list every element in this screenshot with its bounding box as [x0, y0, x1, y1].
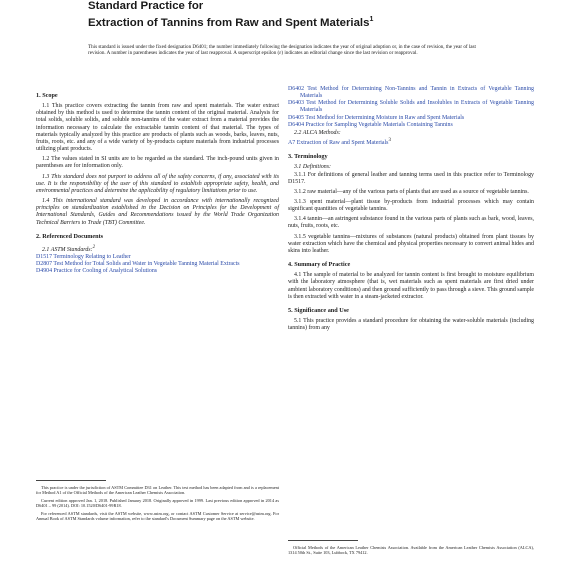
reference-code: D4904 [36, 268, 53, 275]
reference-link[interactable] [288, 100, 534, 114]
summary-heading: 4. Summary of Practice [288, 261, 351, 269]
reference-code: D6404 [288, 121, 305, 128]
reference-title: Extraction of Raw and Spent Materials [296, 140, 389, 147]
document-title: Extraction of Tannins from Raw and Spent Materials [88, 16, 370, 29]
reference-title: Practice for Sampling Vegetable Materials Containing Tannins [305, 121, 453, 128]
reference-title: Terminology Relating to Leather [53, 253, 131, 260]
alca-footnote-ref: 3 [388, 138, 391, 144]
reference-title: Test Method for Determining Moisture in Raw and Spent Materials [305, 114, 465, 121]
footnote-1b: Current edition approved Jan. 1, 2018. Published January 2018. Originally approved in 1999. Last previous edition approved in 2014 as D6401 – 99 (2014). DOI: 10.1520/D6401-99R18. [36, 497, 279, 509]
astm-standards-label: 2.1 ASTM Standards: [42, 246, 93, 253]
reference-title: Test Method for Total Solids and Water in Vegetable Tanning Material Extracts [53, 261, 240, 268]
definition-3-1-3: 3.1.3 spent material—plant tissue by-products from industrial processes which may contain significant quantities of vegetable tannins. [288, 199, 534, 213]
reference-link[interactable] [288, 115, 534, 122]
scope-heading: 1. Scope [36, 92, 58, 99]
left-column [36, 86, 279, 275]
reference-title: Test Method for Determining Non-Tannins and Tannin in Extracts of Vegetable Tanning Materials [300, 86, 534, 100]
footnote-divider [36, 480, 106, 481]
right-column [288, 52, 534, 335]
footnote-divider [288, 540, 358, 541]
reference-code: D1517 [36, 253, 53, 260]
significance-heading: 5. Significance and Use [288, 306, 349, 314]
definitions-subheading: 3.1 Definitions: [294, 164, 331, 171]
reference-code: D6403 [288, 100, 305, 107]
footnote-1: This practice is under the jurisdiction of ASTM Committee D31 on Leather. This test method has been adapted from and is a replacement for Method A1 of the Official Methods of the American Leather Chemists Association. [36, 485, 279, 496]
terminology-heading: 3. Terminology [288, 153, 328, 161]
alca-methods-subheading: 2.2 ALCA Methods: [294, 129, 341, 136]
right-footnotes [288, 545, 534, 558]
definition-3-1-1: 3.1.1 For definitions of general leather and tanning terms used in this practice refer to Terminology D1517. [288, 171, 534, 185]
reference-link[interactable] [36, 268, 279, 275]
reference-code: D6405 [288, 114, 305, 121]
reference-code: D2807 [36, 261, 53, 268]
designation-notice: This standard is issued under the fixed designation D6401; the number immediately following the designation indicates the year of original adoption or, in the case of revision, the year of last revision. A number in parentheses indicates the year of last reapproval. A superscript epsilon (ε) indicates an editorial change since the last revision or reapproval. [88, 44, 476, 57]
title-footnote-ref: 1 [369, 16, 374, 23]
left-footnotes [36, 485, 279, 523]
paragraph-1-1: 1.1 This practice covers extracting the tannin from raw and spent materials. The water extract obtained by this method is used to determine the tannin content of the original material. Analysis for total solids, soluble solids, and soluble non-tannins of the water extract from a material provides the information necessary to calculate the extractable tannin content of that material. The types of materials typically analyzed by this practice are products of plants such as woods, barks, leaves, nuts, fruits, roots, etc. and any of a wide variety of by-products capture materials from industrial processes utilizing plant products. [36, 103, 279, 153]
footnote-2: For referenced ASTM standards, visit the ASTM website, www.astm.org, or contact ASTM Customer Service at service@astm.org. For Annual Book of ASTM Standards volume information, refer to the standard's Document Summary page on the ASTM website. [36, 510, 279, 522]
paragraph-5-1: 5.1 This practice provides a standard procedure for obtaining the water-soluble materials (including tannins) from any [288, 318, 534, 332]
reference-title: Practice for Cooling of Analytical Solutions [53, 268, 158, 275]
astm-footnote-ref: 2 [92, 244, 96, 250]
astm-standards-subheading [42, 244, 279, 254]
title-line-1: Standard Practice for [88, 0, 204, 12]
paragraph-1-2: 1.2 The values stated in SI units are to be regarded as the standard. The inch-pound units given in parentheses are for information only. [36, 156, 279, 170]
reference-title: Test Method for Determining Soluble Solids and Insolubles in Extracts of Vegetable Tanning Materials [300, 100, 534, 114]
definition-3-1-2: 3.1.2 raw material—any of the various parts of plants that are used as a source of vegetable tannins. [294, 188, 529, 195]
reference-link[interactable] [288, 86, 534, 100]
definition-3-1-4: 3.1.4 tannin—an astringent substance found in the various parts of plants such as bark, wood, leaves, nuts, fruits, roots, etc. [288, 216, 534, 230]
paragraph-4-1: 4.1 The sample of material to be analyzed for tannin content is first brought to moisture equilibrium with the laboratory atmosphere (that is, wet materials such as spent materials are first dried under ambient laboratory conditions) and then ground sufficiently to pass through a sieve. This ground sample is then extracted with water in a steam-jacketed extractor. [288, 272, 534, 300]
paragraph-1-3: 1.3 This standard does not purport to address all of the safety concerns, if any, associated with its use. It is the responsibility of the user of this standard to establish appropriate safety, health, and environmental practices and determine the applicability of regulatory limitations prior to use. [36, 173, 279, 194]
referenced-documents-heading: 2. Referenced Documents [36, 232, 104, 240]
reference-link[interactable] [288, 137, 534, 147]
definition-3-1-5: 3.1.5 vegetable tannins—mixtures of substances (natural products) obtained from plant tissues by water extraction which have the chemical and physical properties necessary to convert animal hides and skins into leather. [288, 233, 534, 254]
footnote-3: Official Methods of the American Leather Chemists Association. Available from the American Leather Chemists Association (ALCA), 1314 50th St., Suite 103, Lubbock, TX 79412. [288, 545, 534, 556]
title-line-2 [88, 13, 528, 30]
paragraph-1-4: 1.4 This international standard was developed in accordance with internationally recognized principles on standardization established in the Decision on Principles for the Development of International Standards, Guides and Recommendations issued by the World Trade Organization Technical Barriers to Trade (TBT) Committee. [36, 198, 279, 226]
reference-code: A7 [288, 140, 296, 147]
reference-link[interactable] [288, 122, 534, 129]
title-block [88, 0, 528, 30]
reference-code: D6402 [288, 86, 305, 92]
